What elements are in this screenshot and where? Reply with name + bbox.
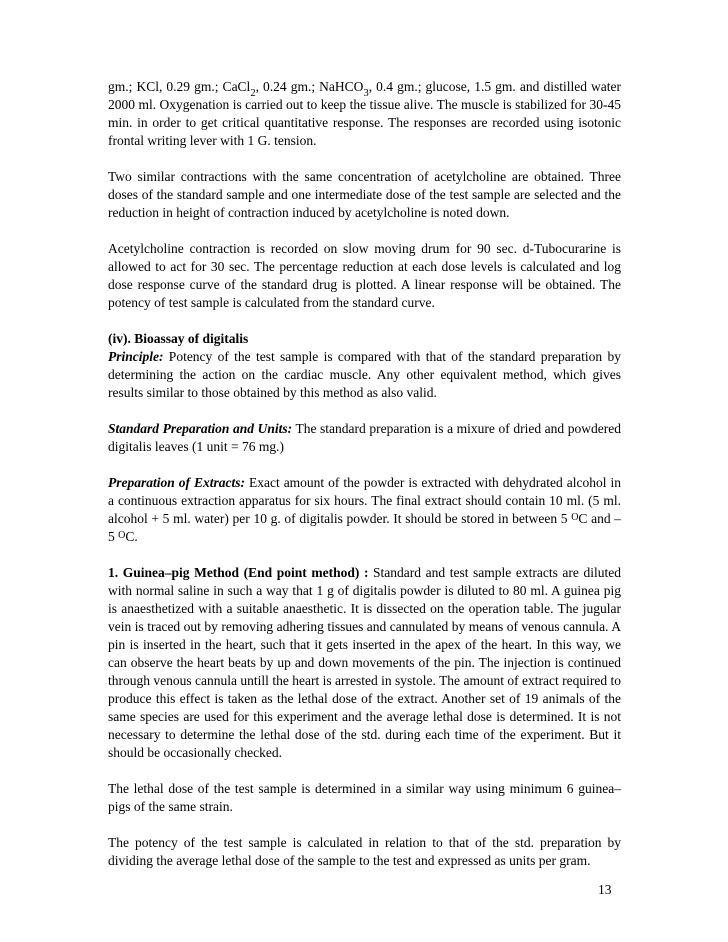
standard-preparation-label: Standard Preparation and Units:: [108, 421, 293, 436]
extracts-label: Preparation of Extracts:: [108, 475, 245, 490]
paragraph-extracts: Preparation of Extracts: Exact amount of the powder is extracted with dehydrated alcohol in a continuous extraction apparatus for six hours. The final extract should contain 10 ml. (5 ml. alcohol + 5 ml. water) per 10 g. of digitalis powder. It should be stored in between 5 $^O$C and –5 $^O$C.: [108, 475, 622, 544]
page-number: 13: [598, 882, 612, 897]
principle-label: Principle:: [108, 349, 164, 364]
paragraph-principle: Principle: Potency of the test sample is compared with that of the standard preparation by determining the action on the cardiac muscle. Any other equivalent method, which gives results similar to those obtained by this method as also valid.: [108, 349, 621, 400]
section-heading: (iv). Bioassay of digitalis: [108, 331, 249, 346]
paragraph-potency: The potency of the test sample is calculated in relation to that of the std. preparation by dividing the average lethal dose of the sample to the test and expressed as units per gram.: [108, 835, 621, 868]
paragraph-contractions: Two similar contractions with the same concentration of acetylcholine are obtained. Three doses of the standard sample and one intermediate dose of the test sample are selected and the reduction in height of contraction induced by acetylcholine is noted down.: [108, 169, 621, 220]
guinea-pig-label: 1. Guinea–pig Method (End point method) :: [108, 565, 369, 580]
paragraph-acetylcholine: Acetylcholine contraction is recorded on slow moving drum for 90 sec. d-Tubocurarine is allowed to act for 30 sec. The percentage reduction at each dose levels is calculated and log dose response curve of the standard drug is plotted. A linear response will be obtained. The potency of test sample is calculated from the standard curve.: [108, 241, 621, 310]
paragraph-standard-preparation: Standard Preparation and Units: The standard preparation is a mixure of dried and powdered digitalis leaves (1 unit = 76 mg.): [108, 421, 622, 454]
paragraph-guinea-pig-method: 1. Guinea–pig Method (End point method) : Standard and test sample extracts are diluted with normal saline in such a way that 1 g of digitalis powder is diluted to 80 ml. A guinea pig is anaesthetized with a suitable anaesthetic. It is dissected on the operation table. The jugular vein is traced out by removing adhering tissues and cannulated by means of venous cannula. A pin is inserted in the heart, such that it gets inserted in the apex of the heart. In this way, we can observe the heart beats by up and down movements of the pin. The injection is continued through venous cannula untill the heart is arrested in systole. The amount of extract required to produce this effect is taken as the lethal dose of the extract. Another set of 19 animals of the same species are used for this experiment and the average lethal dose is determined. It is not necessary to determine the lethal dose of the std. during each time of the experiment. But it should be occasionally checked.: [108, 565, 621, 760]
paragraph-lethal-dose: The lethal dose of the test sample is determined in a similar way using minimum 6 guinea–pigs of the same strain.: [108, 781, 621, 814]
degree-symbol: O: [571, 512, 579, 523]
subscript-3: 3: [363, 88, 369, 99]
document-page: [108, 78, 621, 888]
paragraph-ringer-solution: gm.; KCl, 0.29 gm.; CaCl$_2$, 0.24 gm.; NaHCO$_3$, 0.4 gm.; glucose, 1.5 gm. and distilled water 2000 ml. Oxygenation is carried out to keep the tissue alive. The muscle is stabilized for 30-45 min. in order to get critical quantitative response. The responses are recorded using isotonic frontal writing lever with 1 G. tension.: [108, 79, 622, 148]
degree-symbol: O: [118, 530, 126, 541]
subscript-2: 2: [250, 88, 256, 99]
